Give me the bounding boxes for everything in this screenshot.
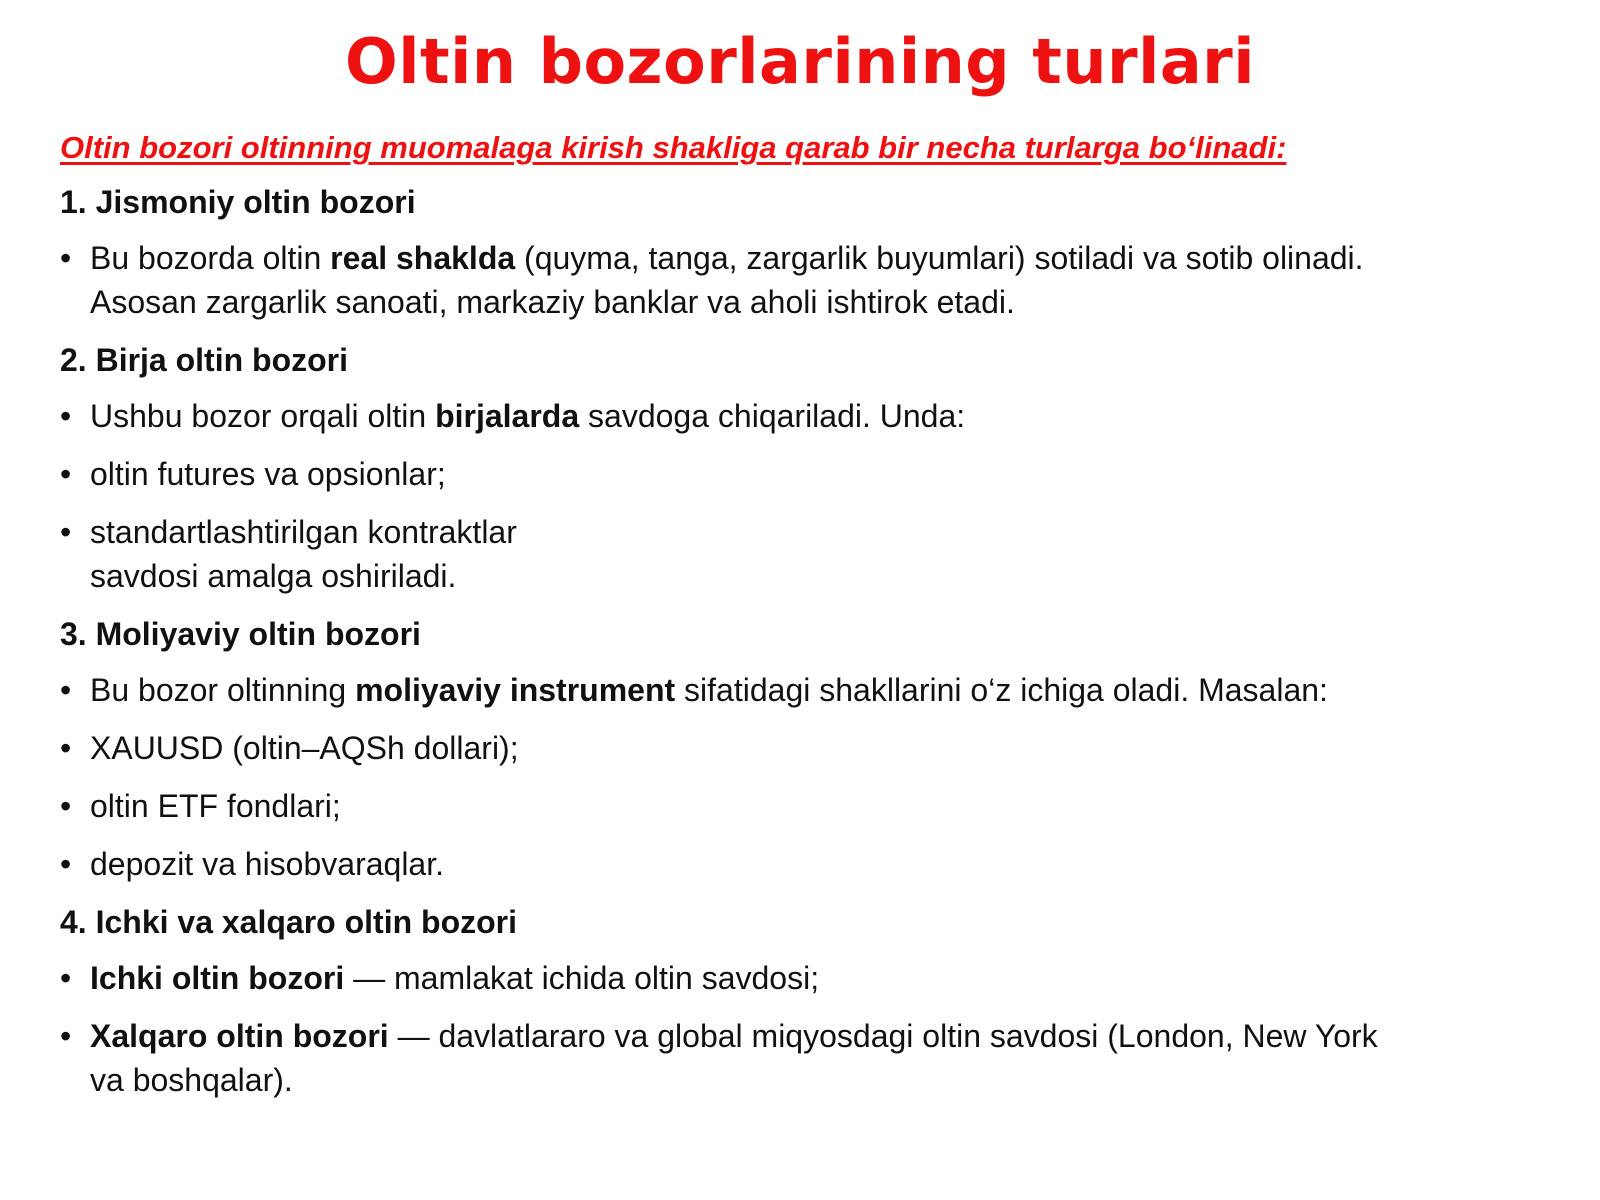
slide-title: Oltin bozorlarining turlari bbox=[345, 25, 1255, 98]
bullet-text-continued: va boshqalar). bbox=[90, 1062, 293, 1098]
bullet-bold-text: Xalqaro oltin bozori bbox=[90, 1018, 389, 1054]
bullet-text: standartlashtirilgan kontraktlar bbox=[90, 514, 517, 550]
bullet-text: oltin futures va opsionlar; bbox=[90, 456, 446, 492]
bullet-text: sifatidagi shakllarini o‘z ichiga oladi. Masalan: bbox=[675, 672, 1328, 708]
bullet-text: XAUUSD (oltin–AQSh dollari); bbox=[90, 730, 519, 766]
bullet-text: oltin ETF fondlari; bbox=[90, 788, 341, 824]
section-heading-exchange: 2. Birja oltin bozori bbox=[60, 342, 349, 378]
section-heading-financial: 3. Moliyaviy oltin bozori bbox=[60, 616, 421, 652]
bullet-text: — mamlakat ichida oltin savdosi; bbox=[344, 960, 820, 996]
list-item bbox=[60, 842, 1550, 886]
bullet-bold-text: moliyaviy instrument bbox=[355, 672, 676, 708]
bullet-text: Bu bozor oltinning bbox=[90, 672, 356, 708]
bullet-text: depozit va hisobvaraqlar. bbox=[90, 846, 444, 882]
list-item bbox=[60, 452, 1550, 496]
list-item bbox=[60, 726, 1550, 770]
bullet-bold-text: real shaklda bbox=[330, 240, 516, 276]
slide-content bbox=[60, 128, 1550, 1116]
section-heading-domestic-international: 4. Ichki va xalqaro oltin bozori bbox=[60, 904, 517, 940]
list-item bbox=[60, 668, 1550, 712]
bullet-bold-text: birjalarda bbox=[435, 398, 580, 434]
list-item bbox=[60, 1014, 1550, 1102]
bullet-text: Ushbu bozor orqali oltin bbox=[90, 398, 436, 434]
bullet-text-continued: Asosan zargarlik sanoati, markaziy banklar va aholi ishtirok etadi. bbox=[90, 284, 1015, 320]
bullet-text: savdoga chiqariladi. Unda: bbox=[579, 398, 966, 434]
bullet-bold-text: Ichki oltin bozori bbox=[90, 960, 345, 996]
bullet-text: Bu bozorda oltin bbox=[90, 240, 331, 276]
bullet-text: (quyma, tanga, zargarlik buyumlari) sotiladi va sotib olinadi. bbox=[515, 240, 1364, 276]
list-item bbox=[60, 236, 1550, 324]
list-item bbox=[60, 956, 1550, 1000]
list-item bbox=[60, 394, 1550, 438]
bullet-text-continued: savdosi amalga oshiriladi. bbox=[90, 558, 457, 594]
intro-text: Oltin bozori oltinning muomalaga kirish shakliga qarab bir necha turlarga bo‘linadi: bbox=[60, 130, 1287, 165]
list-item bbox=[60, 784, 1550, 828]
list-item bbox=[60, 510, 1550, 598]
bullet-text: — davlatlararo va global miqyosdagi oltin savdosi (London, New York bbox=[388, 1018, 1378, 1054]
section-heading-physical: 1. Jismoniy oltin bozori bbox=[60, 184, 416, 220]
